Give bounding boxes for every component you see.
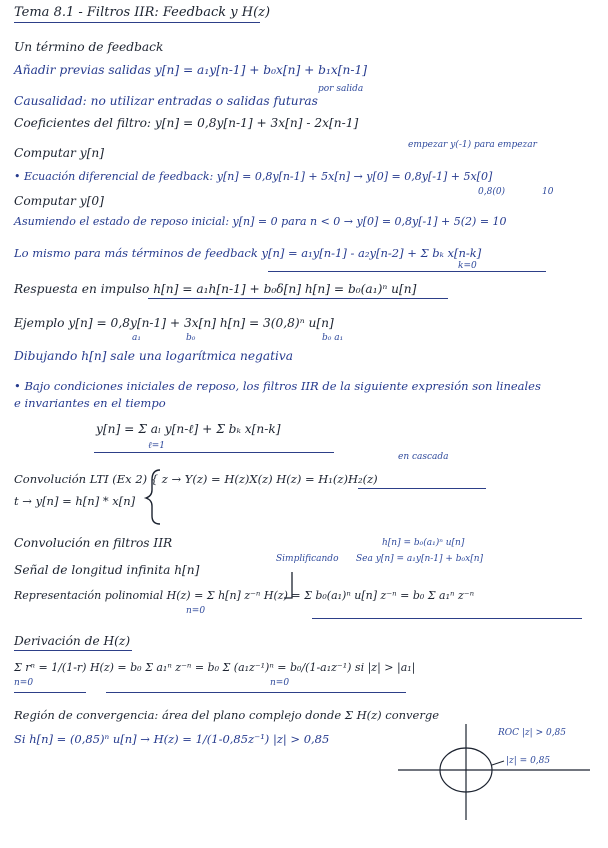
- section-feedback-term: Un término de feedback: [14, 40, 164, 54]
- note-n0-c: n=0: [270, 678, 290, 688]
- note-cascade: en cascada: [398, 452, 449, 462]
- line-drawing-hn: Dibujando h[n] sale una logarítmica negativa: [14, 349, 294, 363]
- line-rest-conditions: • Bajo condiciones iniciales de reposo, los filtros IIR de la siguiente expresión son lineales: [14, 379, 541, 393]
- section-iir-convolution: Convolución en filtros IIR: [14, 536, 173, 550]
- note-b0-a1: b₀ a₁: [322, 333, 344, 343]
- note-n0-a: n=0: [186, 606, 206, 616]
- line-previous-outputs: Añadir previas salidas y[n] = a₁y[n-1] + b₀x[n] + b₁x[n-1]: [14, 63, 367, 77]
- line-compute-yn: Computar y[n]: [14, 146, 104, 160]
- note-08-0: 0,8(0): [478, 187, 506, 197]
- line-iir-expression: y[n] = Σ aₗ y[n-ℓ] + Σ bₖ x[n-k]: [96, 422, 281, 436]
- note-a1: a₁: [132, 333, 141, 343]
- line-geometric-series: Σ rⁿ = 1/(1-r) H(z) = b₀ Σ a₁ⁿ z⁻ⁿ = b₀ Σ (a₁z⁻¹)ⁿ = b₀/(1-a₁z⁻¹) si |z| > |a₁|: [14, 661, 416, 674]
- note-sum-index: k=0: [458, 261, 477, 271]
- radius-pointer: [492, 761, 504, 765]
- line-lti-convolution-t: t → y[n] = h[n] * x[n]: [14, 494, 136, 508]
- line-infinite-signal: Señal de longitud infinita h[n]: [14, 563, 200, 577]
- line-filter-coefficients: Coeficientes del filtro: y[n] = 0,8y[n-1] + 3x[n] - 2x[n-1]: [14, 116, 359, 130]
- note-roc: ROC |z| > 0,85: [498, 728, 567, 738]
- note-circle-radius: |z| = 0,85: [506, 756, 551, 766]
- brace-lti: [146, 470, 160, 524]
- note-10: 10: [542, 187, 554, 197]
- line-lti-convolution-z: Convolución LTI (Ex 2) { z → Y(z) = H(z)X(z) H(z) = H₁(z)H₂(z): [14, 472, 378, 486]
- note-simplifying: Simplificando: [276, 554, 339, 564]
- note-por-salida: por salida: [318, 84, 364, 94]
- note-let-y: Sea y[n] = a₁y[n-1] + b₀x[n]: [356, 554, 484, 564]
- line-compute-y0: Computar y[0]: [14, 194, 104, 208]
- line-more-feedback: Lo mismo para más términos de feedback y[n] = a₁y[n-1] - a₂y[n-2] + Σ bₖ x[n-k]: [14, 246, 482, 260]
- note-l-index: ℓ=1: [148, 441, 166, 451]
- line-example-085: Si h[n] = (0,85)ⁿ u[n] → H(z) = 1/(1-0,85z⁻¹) |z| > 0,85: [14, 732, 330, 746]
- line-differential-equation: • Ecuación diferencial de feedback: y[n] = 0,8y[n-1] + 5x[n] → y[0] = 0,8y[-1] + 5x[0]: [14, 170, 493, 183]
- line-causality: Causalidad: no utilizar entradas o salidas futuras: [14, 94, 318, 108]
- page-title: Tema 8.1 - Filtros IIR: Feedback y H(z): [14, 5, 271, 20]
- note-start-y: empezar y(-1) para empezar: [408, 140, 537, 150]
- line-rest-state: Asumiendo el estado de reposo inicial: y[n] = 0 para n < 0 → y[0] = 0,8y[-1] + 5(2) = 10: [14, 215, 507, 228]
- line-polynomial-representation: Representación polinomial H(z) = Σ h[n] z⁻ⁿ H(z) = Σ b₀(a₁)ⁿ u[n] z⁻ⁿ = b₀ Σ a₁ⁿ z⁻ⁿ: [14, 589, 475, 602]
- line-roc: Región de convergencia: área del plano complejo donde Σ H(z) converge: [14, 708, 440, 722]
- note-hn-definition: h[n] = b₀(a₁)ⁿ u[n]: [382, 538, 465, 548]
- line-impulse-response: Respuesta en impulso h[n] = a₁h[n-1] + b₀δ[n] h[n] = b₀(a₁)ⁿ u[n]: [14, 282, 417, 296]
- note-b0: b₀: [186, 333, 196, 343]
- section-h-derivation: Derivación de H(z): [14, 634, 131, 648]
- line-time-invariant: e invariantes en el tiempo: [14, 396, 166, 410]
- line-example: Ejemplo y[n] = 0,8y[n-1] + 3x[n] h[n] = 3(0,8)ⁿ u[n]: [14, 316, 334, 330]
- bracket-simplify: [284, 572, 292, 598]
- note-n0-b: n=0: [14, 678, 34, 688]
